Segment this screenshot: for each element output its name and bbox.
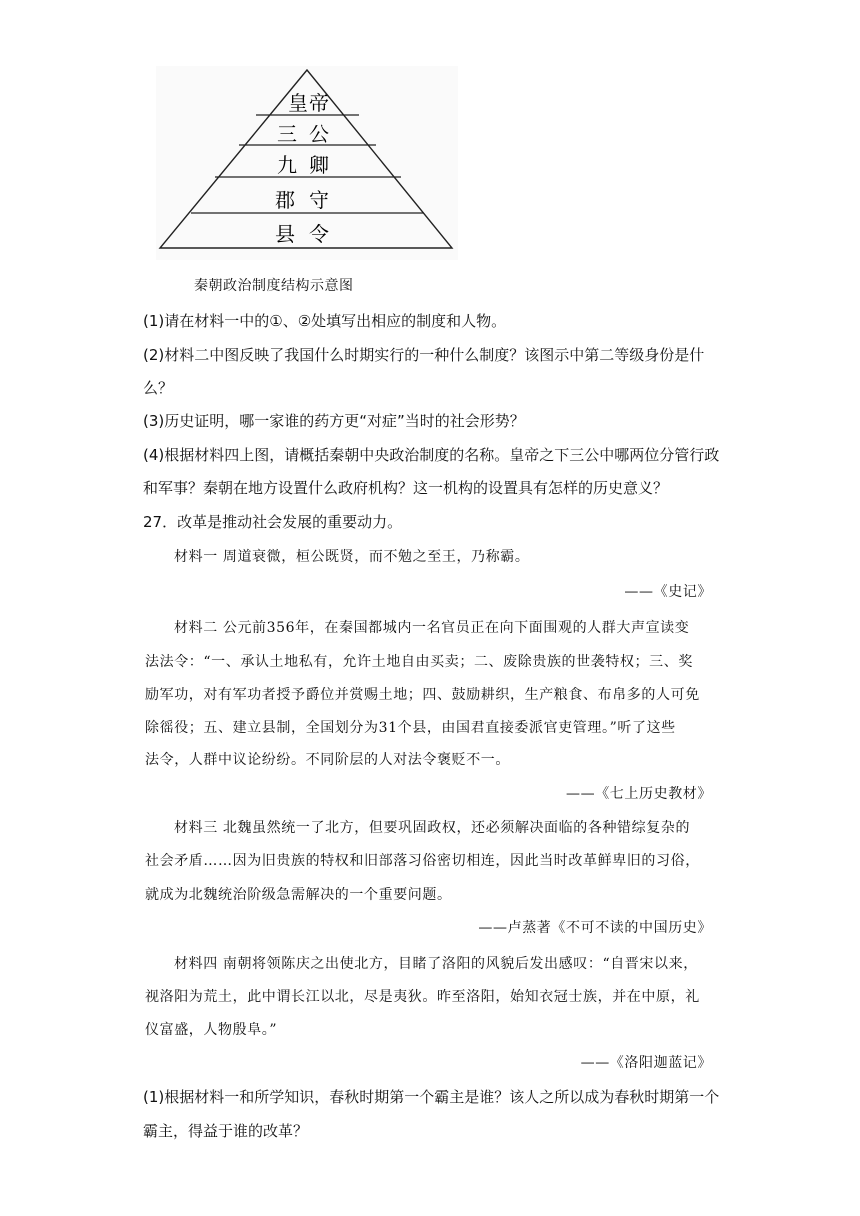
question-27-title: 27．改革是推动社会发展的重要动力。 [143,513,403,531]
material-2-text: 励军功，对有军功者授予爵位并赏赐土地；四、鼓励耕织，生产粮食、布帛多的人可免 [145,687,700,703]
question-line: (1)请在材料一中的①、②处填写出相应的制度和人物。 [143,312,507,330]
question-line: 么？ [143,379,174,397]
material-2-text: 材料二 公元前356年，在秦国都城内一名官员正在向下面围观的人群大声宣读变 [174,620,690,636]
material-2-text: 法令，人群中议论纷纷。不同阶层的人对法令褒贬不一。 [145,752,510,768]
material-3-text: 就成为北魏统治阶级急需解决的一个重要问题。 [145,887,452,903]
question-line: (2)材料二中图反映了我国什么时期实行的一种什么制度？该图示中第二等级身份是什 [143,346,705,364]
material-3-source: ——卢蒸著《不可不读的中国历史》 [478,920,712,936]
pyramid-diagram [156,66,458,260]
material-2-source: ——《七上历史教材》 [566,786,712,802]
pyramid-level-commandery: 郡守 [275,188,343,212]
material-1-text: 材料一 周道衰微，桓公既贤，而不勉之至王，乃称霸。 [174,549,530,565]
question-line: (4)根据材料四上图，请概括秦朝中央政治制度的名称。皇帝之下三公中哪两位分管行政 [143,446,720,464]
pyramid-level-county: 县令 [275,222,343,246]
question-line: (3)历史证明，哪一家谁的药方更“对症”当时的社会形势？ [143,412,525,430]
material-3-text: 材料三 北魏虽然统一了北方，但要巩固政权，还必须解决面临的各种错综复杂的 [174,820,691,836]
pyramid-level-nine-ministers: 九卿 [277,153,341,177]
pyramid-level-emperor: 皇帝 [288,91,330,115]
question-27-sub-1: 霸主，得益于谁的改革？ [143,1122,309,1140]
material-4-text: 仪富盛，人物殷阜。” [145,1022,278,1038]
material-4-text: 材料四 南朝将领陈庆之出使北方，目睹了洛阳的风貌后发出感叹：“自晋宋以来， [174,956,698,972]
question-line: 和军事？秦朝在地方设置什么政府机构？这一机构的设置具有怎样的历史意义？ [143,479,669,497]
material-2-text: 法法令：“一、承认土地私有，允许土地自由买卖；二、废除贵族的世袭特权；三、奖 [145,654,693,670]
question-27-sub-1: (1)根据材料一和所学知识，春秋时期第一个霸主是谁？该人之所以成为春秋时期第一个 [143,1088,720,1106]
material-3-text: 社会矛盾……因为旧贵族的特权和旧部落习俗密切相连，因此当时改革鲜卑旧的习俗， [145,853,700,869]
pyramid-level-three-dukes: 三公 [277,122,341,146]
material-2-text: 除徭役；五、建立县制，全国划分为31个县，由国君直接委派官吏管理。”听了这些 [145,720,676,736]
material-1-source: ——《史记》 [624,584,712,600]
material-4-source: ——《洛阳迦蓝记》 [580,1055,712,1071]
diagram-caption: 秦朝政治制度结构示意图 [194,278,354,294]
material-4-text: 视洛阳为荒土，此中谓长江以北，尽是夷狄。昨至洛阳，始知衣冠士族，并在中原，礼 [145,989,700,1005]
